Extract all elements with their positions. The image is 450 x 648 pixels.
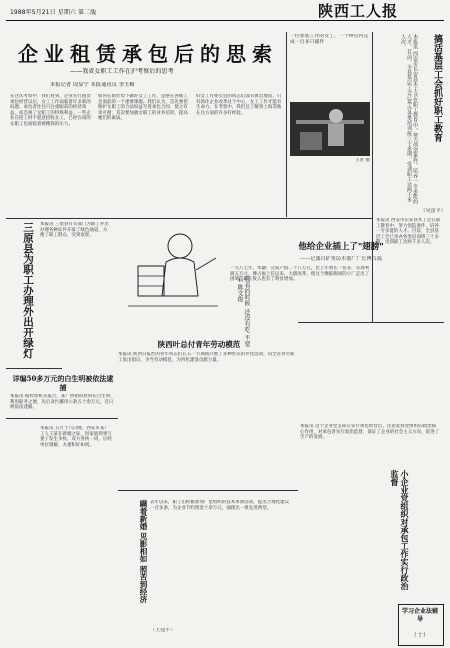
main-body-col2: 如何在新形势下做好女工工作，是摆在各级工会面前的一个重要课题。我们认为，首先要把维护女职工的合法权益写进承包合同，使之有章可循；其次要加强女职工的业务培训，提高她们的素质。 [98, 94, 188, 122]
column-divider [286, 32, 287, 217]
bottom-mid-body: 去年以来，职工们积极参加厂里组织的技术革新活动，提出合理化建议一百多条，为企业节约资金十余万元，涌现出一批先进典型。 [150, 500, 290, 511]
right-author: （吴雷平） [420, 208, 446, 214]
cartoon-frame [118, 222, 226, 314]
right-lower-body: 本报讯 西安市长安县木工会在职工教育中，努力创造条件，培养一专多能的人才。目前，全县基层工会已举办各类培训班三十多期，受训职工达两千多人次。 [376, 218, 441, 246]
header-rule [6, 20, 444, 21]
left-subhead-body: 本报讯 据检察机关报告，某厂供销科原科长白生明，利用职务之便，先后贪污挪用公款五十余万元，近日被依法逮捕。 [10, 394, 115, 411]
worker-image [290, 102, 370, 156]
main-body-col1: 在这次考察中，我们看到，企业实行租赁承包经营以后，女工工作面临着许多新的问题。承包者往往只注重眼前的经济效益，而忽视了女职工的特殊利益。一些企业在招工时不愿意招收女工，已经在岗的女职工也面临着被精简的压力。 [10, 94, 91, 127]
main-byline: 本报记者 周显宁 本报通讯员 李玉梅 [50, 82, 135, 88]
section-rule [6, 218, 372, 219]
mid-body: 本报讯 陕西日报社的青年同志们在五一节期间开展了多种形式的评比活动，向全省青年职工发出倡议，争当劳动模范，为四化建设贡献力量。 [118, 352, 295, 363]
bottom-left-headline: 瞒着新婚 见影相如 照苦到经济 [139, 500, 148, 603]
main-subtitle: ——我省女职工工作在沪考察后的思考 [70, 68, 174, 75]
study-corner-number: （十） [410, 632, 430, 639]
photo-credit: 王君 摄 [355, 158, 370, 163]
section-rule [6, 418, 118, 419]
cartoon-illustration [118, 222, 226, 314]
side-subhead: ——记蒲白矿务局木器厂厂长傅占福 [300, 256, 382, 262]
left-body: 本报讯 三原县有关部门为职工外出办理各种证件开辟了绿色通道，方便了职工群众，受到欢迎。 [40, 222, 109, 239]
masthead: 陕西工人报 [318, 2, 399, 20]
main-body-col3: 妇女工作委员会的同志们深有体会地说，只有抓住企业改革这个中心，女工工作才能有生命力。在考察中，我们还了解到上海等地在这方面的许多好经验。 [196, 94, 282, 116]
section-rule [118, 490, 298, 491]
photo-caption: 一位参加工作的女工，一个钟点内完成一百多只插件 [290, 34, 369, 45]
main-headline: 企业租赁承包后的思索 [18, 42, 278, 66]
side-body: 一九八七年，木器厂完成产值二十八万元，比上年增长一倍多，实现利润五万元。傅占福上任以来，大胆改革，使这个濒临倒闭的小厂走出了困境，职工收入也有了明显增加。 [230, 266, 370, 283]
right-story-body: 本报讯 西安市长安县木工会在职工教育中，努力创造条件，培养一专多能的人才。目前，全县基层工会已举办各类培训班三十多期，受训职工达两千多人次。 [400, 34, 418, 204]
left-headline: 三原县为职工办理外出开绿灯 [22, 222, 34, 359]
bottom-right-body: 本报讯 这个企业党支部在实行承包经营后，注意发挥党组织的政治核心作用，对承包者实行政治监督，保证了企业的社会主义方向，促进了生产的发展。 [300, 424, 440, 441]
study-corner-title: 学习企业法辅导 [401, 608, 438, 623]
section-rule [298, 322, 444, 323]
factory-photo [290, 102, 370, 156]
bottom-left-body: 本报讯 五月十六日晚，西安市某厂工人王某在新婚之际，因家庭琐事与妻子发生争执，双方各执一词，后经单位调解，夫妻和好如初。 [40, 426, 112, 448]
column-divider [372, 32, 373, 322]
right-headline: 搞活基层工会抓好职工教育 [432, 34, 442, 142]
cartoon-caption: 我看的时候 还没有吃 不要看 陈文俊 [236, 276, 250, 348]
mid-headline: 陕西叶总付青年劳动模范 [157, 340, 241, 349]
side-headline: 他给企业插上了"翅膀" [298, 242, 384, 252]
section-rule [6, 368, 62, 369]
bottom-left-author: （王建平） [150, 628, 176, 633]
date-line: 1988年5月21日 星期六 第二版 [10, 9, 97, 16]
bottom-right-headline: 小企业党组织对承包工作实行政治监督 [390, 470, 410, 590]
left-subhead: 详编50多万元的白生明被依法逮捕 [12, 374, 114, 392]
